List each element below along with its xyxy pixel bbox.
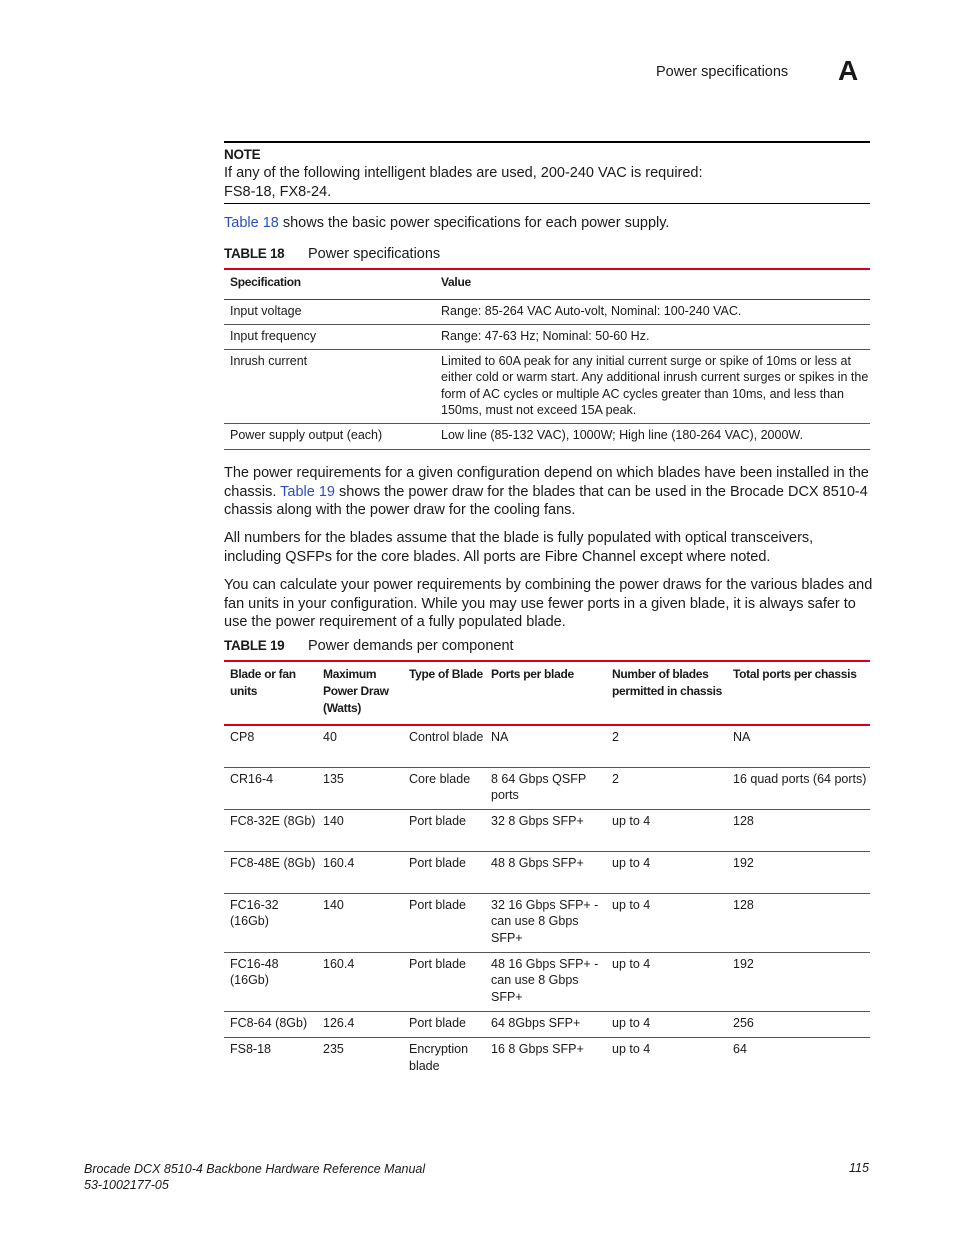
table-cell: FC8-48E (8Gb) bbox=[224, 852, 317, 894]
table-row bbox=[224, 324, 870, 349]
footer-page-number: 115 bbox=[849, 1161, 869, 1175]
table-19-header-ports: Ports per blade bbox=[485, 661, 606, 725]
blade-assumptions-paragraph: All numbers for the blades assume that the blade is fully populated with optical transceivers, including QSFPs for the core blades. All ports are Fibre Channel except where noted. bbox=[224, 530, 814, 565]
para1-before: The power requirements for a given configuration depend on which blades have been installed in the chassis. bbox=[224, 465, 869, 500]
table-19-link[interactable]: Table 19 bbox=[280, 483, 335, 500]
table-cell: FC16-32 (16Gb) bbox=[224, 894, 317, 953]
table-18-caption bbox=[224, 246, 440, 262]
table-row bbox=[224, 350, 870, 424]
table-row bbox=[224, 1011, 870, 1037]
table-cell: 256 bbox=[727, 1011, 870, 1037]
table-18-number: TABLE 18 bbox=[224, 246, 285, 261]
table-cell: 16 quad ports (64 ports) bbox=[727, 767, 870, 810]
power-specifications-table bbox=[224, 268, 870, 450]
table-cell: FS8-18 bbox=[230, 1042, 271, 1057]
table-row bbox=[224, 767, 870, 810]
table-cell: 64 8Gbps SFP+ bbox=[485, 1011, 606, 1037]
note-box bbox=[224, 141, 870, 204]
table-cell: Range: 85-264 VAC Auto-volt, Nominal: 100-240 VAC. bbox=[435, 299, 870, 324]
note-text bbox=[224, 164, 703, 202]
table-cell: CR16-4 bbox=[224, 767, 317, 810]
intro-paragraph bbox=[224, 214, 874, 233]
table-cell: Port blade bbox=[403, 1011, 485, 1037]
table-18-header-value: Value bbox=[435, 269, 870, 299]
table-cell: 192 bbox=[727, 952, 870, 1011]
table-19-header-type: Type of Blade bbox=[403, 661, 485, 725]
note-label: NOTE bbox=[224, 147, 261, 162]
running-header-title: Power specifications bbox=[656, 64, 789, 80]
table-18-link[interactable]: Table 18 bbox=[224, 215, 279, 231]
footer-left bbox=[84, 1161, 425, 1193]
power-requirements-paragraph bbox=[224, 464, 874, 520]
table-19-header-power-draw: Maximum Power Draw (Watts) bbox=[317, 661, 403, 725]
table-cell: 128 bbox=[727, 894, 870, 953]
table-cell: Low line (85-132 VAC), 1000W; High line (180-264 VAC), 2000W. bbox=[435, 424, 870, 449]
para1-after: shows the power draw for the blades that can be used in the Brocade DCX 8510-4 chassis along with the power draw for the cooling fans. bbox=[224, 483, 868, 519]
table-cell: up to 4 bbox=[606, 952, 727, 1011]
table-row bbox=[224, 424, 870, 449]
table-19-caption bbox=[224, 638, 514, 654]
table-cell: 192 bbox=[727, 852, 870, 894]
table-cell: up to 4 bbox=[606, 1011, 727, 1037]
table-cell: CP8 bbox=[224, 725, 317, 767]
table-row bbox=[224, 725, 870, 767]
table-cell: 16 8 Gbps SFP+ bbox=[491, 1042, 584, 1057]
note-line-2: FS8-18, FX8-24. bbox=[224, 184, 332, 200]
table-cell: up to 4 bbox=[606, 810, 727, 852]
table-cell: Port blade bbox=[403, 952, 485, 1011]
table-row bbox=[224, 1038, 870, 1080]
intro-text: shows the basic power specifications for each power supply. bbox=[278, 215, 670, 231]
table-cell: Input frequency bbox=[224, 324, 435, 349]
note-line-1: If any of the following intelligent blades are used, 200-240 VAC is required: bbox=[224, 165, 703, 181]
table-cell: 235 bbox=[323, 1042, 344, 1057]
table-cell: NA bbox=[485, 725, 606, 767]
table-19-header-blades-permitted: Number of blades permitted in chassis bbox=[606, 661, 727, 725]
table-cell: Power supply output (each) bbox=[224, 424, 435, 449]
table-cell: 160.4 bbox=[317, 852, 403, 894]
footer-doc-number: 53-1002177-05 bbox=[84, 1178, 169, 1192]
table-cell: 135 bbox=[317, 767, 403, 810]
table-cell: 32 8 Gbps SFP+ bbox=[485, 810, 606, 852]
table-cell: 40 bbox=[317, 725, 403, 767]
table-cell: Input voltage bbox=[224, 299, 435, 324]
table-cell: Limited to 60A peak for any initial current surge or spike of 10ms or less at either cold or warm start. Any additional inrush current surges or spikes in the form of AC cycles or multiple AC cycles greater than 10ms, and less than 150ms, must not exceed 15A peak. bbox=[435, 350, 870, 424]
table-cell: up to 4 bbox=[612, 1042, 651, 1057]
table-19-header-blade: Blade or fan units bbox=[224, 661, 317, 725]
table-row bbox=[224, 299, 870, 324]
table-cell: Range: 47-63 Hz; Nominal: 50-60 Hz. bbox=[435, 324, 870, 349]
table-cell: Encryption blade bbox=[409, 1042, 469, 1073]
table-cell: Inrush current bbox=[224, 350, 435, 424]
table-cell: 140 bbox=[317, 894, 403, 953]
power-demands-table bbox=[224, 660, 870, 1080]
table-cell: 8 64 Gbps QSFP ports bbox=[485, 767, 606, 810]
table-cell: up to 4 bbox=[606, 894, 727, 953]
table-cell: 64 bbox=[733, 1042, 747, 1057]
table-cell: 126.4 bbox=[317, 1011, 403, 1037]
table-cell: Control blade bbox=[403, 725, 485, 767]
appendix-letter: A bbox=[838, 55, 859, 86]
calculation-paragraph: You can calculate your power requirements by combining the power draws for the various blades and fan units in your configuration. While you may use fewer ports in a given blade, it is always safer to use the power requirement of a fully populated blade. bbox=[224, 577, 873, 631]
table-cell: FC8-64 (8Gb) bbox=[224, 1011, 317, 1037]
table-row bbox=[224, 894, 870, 953]
table-cell: 48 16 Gbps SFP+ -can use 8 Gbps SFP+ bbox=[485, 952, 606, 1011]
table-row bbox=[224, 952, 870, 1011]
table-cell: 32 16 Gbps SFP+ -can use 8 Gbps SFP+ bbox=[485, 894, 606, 953]
table-cell: up to 4 bbox=[606, 852, 727, 894]
table-19-title: Power demands per component bbox=[308, 638, 514, 654]
table-cell: Core blade bbox=[403, 767, 485, 810]
table-cell: Port blade bbox=[403, 894, 485, 953]
table-cell: FC16-48 (16Gb) bbox=[224, 952, 317, 1011]
table-cell: 48 8 Gbps SFP+ bbox=[485, 852, 606, 894]
table-cell: 140 bbox=[317, 810, 403, 852]
table-cell: 160.4 bbox=[317, 952, 403, 1011]
table-19-number: TABLE 19 bbox=[224, 638, 285, 653]
table-cell: 2 bbox=[606, 725, 727, 767]
footer-manual-title: Brocade DCX 8510-4 Backbone Hardware Reference Manual bbox=[84, 1162, 426, 1176]
table-cell: Port blade bbox=[403, 810, 485, 852]
table-cell: Port blade bbox=[403, 852, 485, 894]
table-19-header-total-ports: Total ports per chassis bbox=[727, 661, 870, 725]
table-cell: NA bbox=[727, 725, 870, 767]
table-cell: FC8-32E (8Gb) bbox=[224, 810, 317, 852]
table-18-header-specification: Specification bbox=[224, 269, 435, 299]
table-cell: 128 bbox=[727, 810, 870, 852]
table-cell: 2 bbox=[606, 767, 727, 810]
table-row bbox=[224, 852, 870, 894]
table-row bbox=[224, 810, 870, 852]
table-18-title: Power specifications bbox=[308, 246, 441, 262]
